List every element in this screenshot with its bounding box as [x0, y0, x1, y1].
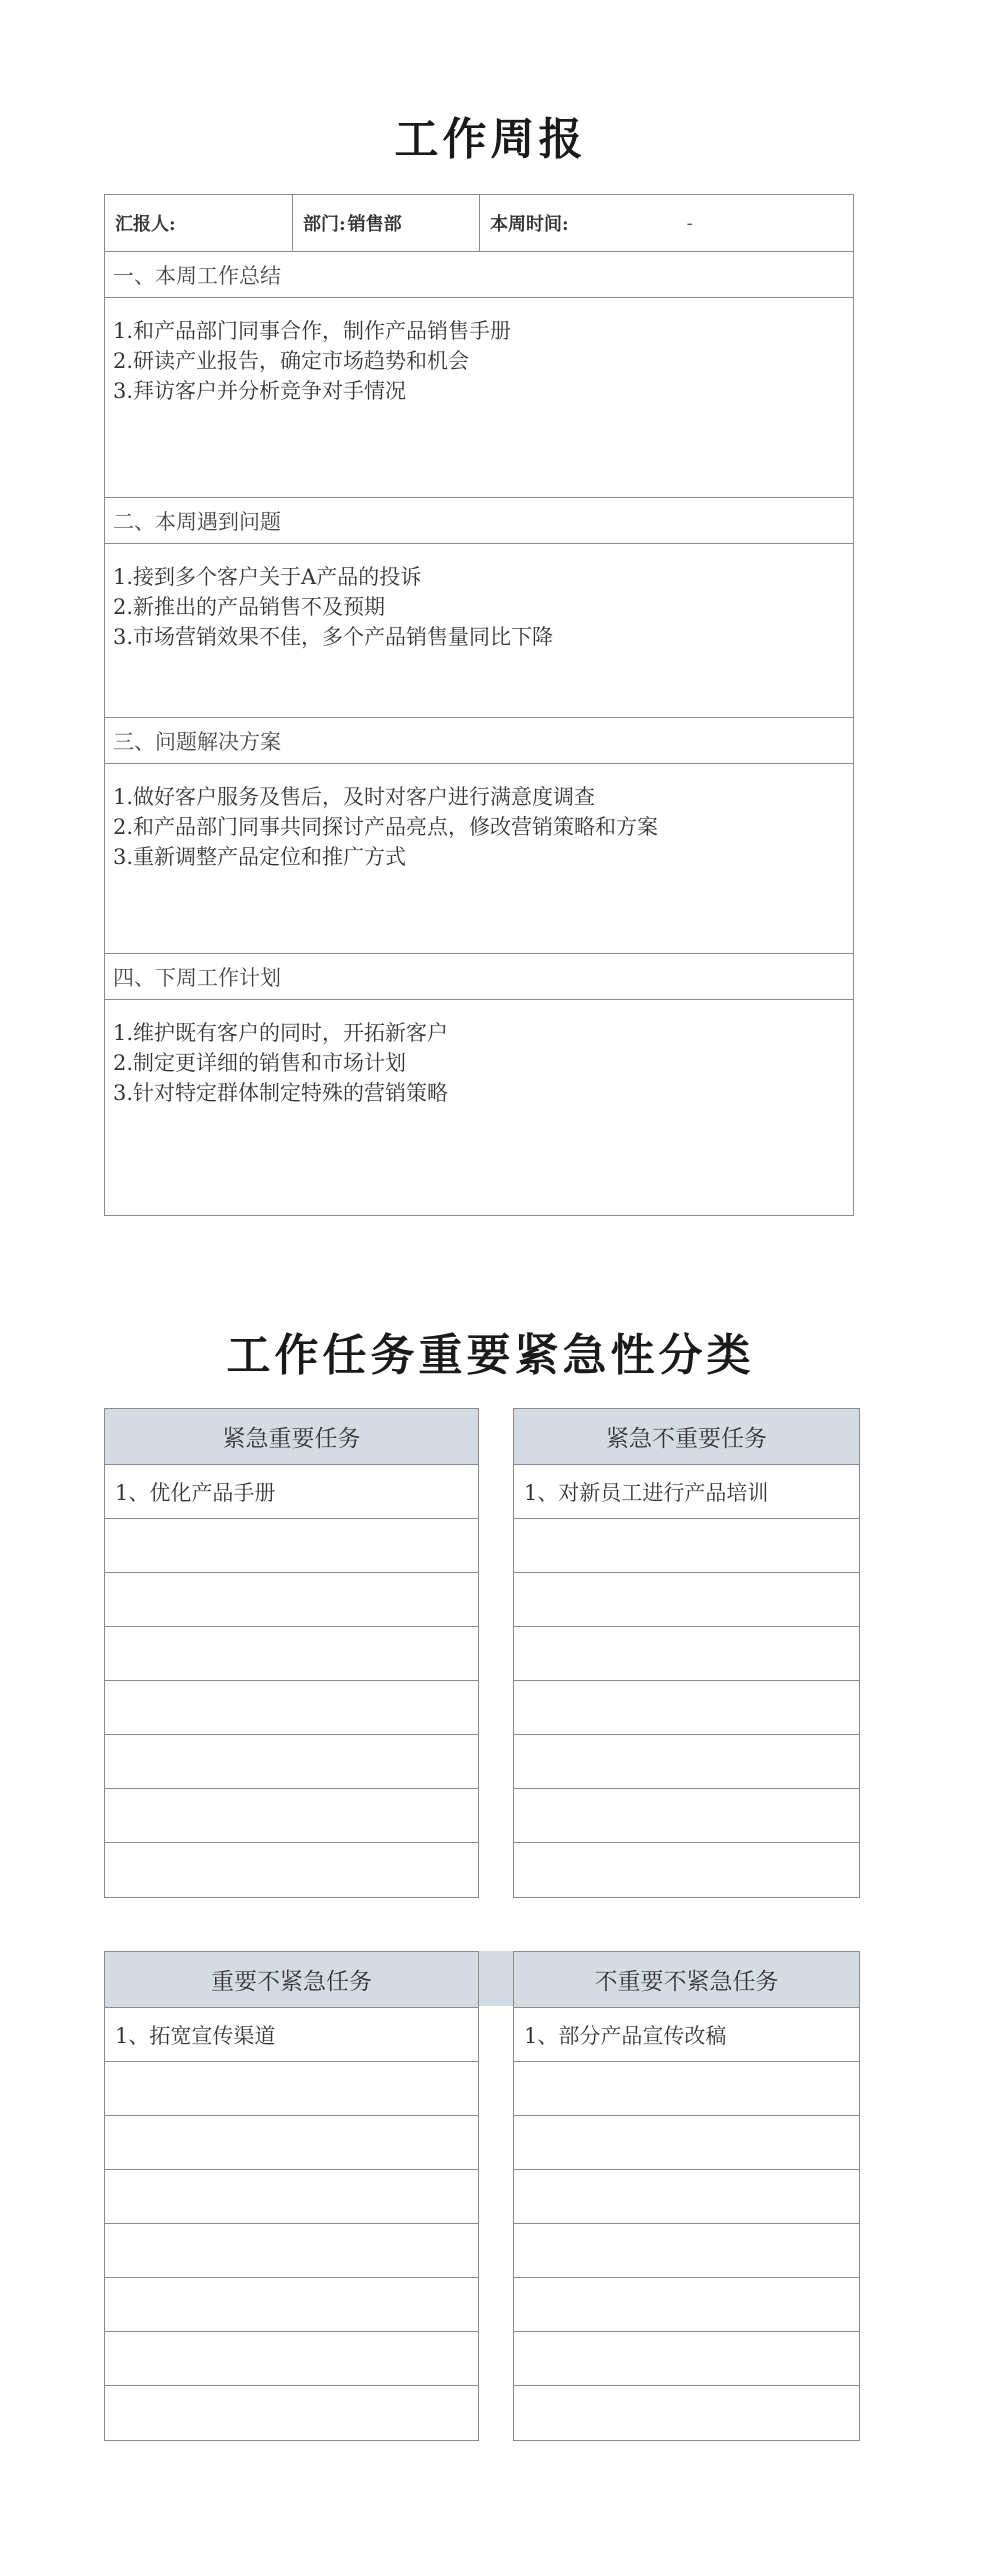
department-label: 部门: — [303, 214, 346, 235]
section-line: 1.接到多个客户关于A产品的投诉 — [113, 565, 422, 589]
week-value: - — [686, 212, 693, 234]
section-line: 1.做好客户服务及售后，及时对客户进行满意度调查 — [113, 785, 596, 809]
task-row — [514, 1627, 859, 1681]
task-row — [514, 2332, 859, 2386]
section-line: 3.市场营销效果不佳，多个产品销售量同比下降 — [113, 625, 554, 649]
section-line: 2.研读产业报告，确定市场趋势和机会 — [113, 349, 470, 373]
section-line: 2.制定更详细的销售和市场计划 — [113, 1051, 407, 1075]
task-row: 1、对新员工进行产品培训 — [514, 1465, 859, 1519]
quadrant-urgent-important — [104, 1408, 479, 1898]
department-value: 销售部 — [347, 214, 402, 235]
task-row — [105, 2386, 478, 2440]
task-row — [105, 1573, 478, 1627]
task-row — [514, 2062, 859, 2116]
header-connector-strip — [479, 1951, 513, 2006]
section-body-problems — [105, 544, 853, 718]
quadrant-heading: 不重要不紧急任务 — [514, 1952, 859, 2008]
task-row — [514, 1789, 859, 1843]
task-row — [514, 1735, 859, 1789]
section-line: 3.拜访客户并分析竞争对手情况 — [113, 379, 407, 403]
section-body-plan — [105, 1000, 853, 1215]
task-row: 1、拓宽宣传渠道 — [105, 2008, 478, 2062]
section-heading-plan: 四、下周工作计划 — [105, 954, 853, 1000]
quadrant-heading: 紧急重要任务 — [105, 1409, 478, 1465]
task-row — [105, 1843, 478, 1897]
quadrant-heading: 重要不紧急任务 — [105, 1952, 478, 2008]
quadrant-not-important-not-urgent — [513, 1951, 860, 2441]
weekly-report-table — [104, 194, 854, 1216]
section-body-summary — [105, 298, 853, 498]
quadrant-heading: 紧急不重要任务 — [514, 1409, 859, 1465]
section-heading-solutions: 三、问题解决方案 — [105, 718, 853, 764]
task-row — [105, 1519, 478, 1573]
section-heading-problems: 二、本周遇到问题 — [105, 498, 853, 544]
task-row — [105, 2062, 478, 2116]
task-row — [514, 2116, 859, 2170]
quadrant-important-not-urgent — [104, 1951, 479, 2441]
task-row — [514, 2386, 859, 2440]
section-line: 1.维护既有客户的同时，开拓新客户 — [113, 1021, 449, 1045]
report-title: 工作周报 — [394, 114, 587, 165]
task-row — [514, 2224, 859, 2278]
task-row — [105, 1789, 478, 1843]
task-row: 1、优化产品手册 — [105, 1465, 478, 1519]
task-row — [514, 2170, 859, 2224]
section-heading-summary: 一、本周工作总结 — [105, 252, 853, 298]
task-row — [105, 1681, 478, 1735]
task-row — [514, 1681, 859, 1735]
task-row — [105, 2278, 478, 2332]
reporter-label: 汇报人: — [115, 214, 176, 235]
reporter-cell — [105, 195, 292, 251]
quadrant-urgent-not-important — [513, 1408, 860, 1898]
task-row — [514, 1519, 859, 1573]
task-row — [105, 2332, 478, 2386]
section-line: 2.和产品部门同事共同探讨产品亮点，修改营销策略和方案 — [113, 815, 659, 839]
task-row — [105, 1735, 478, 1789]
report-header-row — [105, 195, 853, 252]
section-line: 1.和产品部门同事合作，制作产品销售手册 — [113, 319, 512, 343]
task-row — [514, 1843, 859, 1897]
task-row — [105, 2224, 478, 2278]
section-line: 3.针对特定群体制定特殊的营销策略 — [113, 1081, 449, 1105]
matrix-title: 工作任务重要紧急性分类 — [226, 1330, 755, 1381]
task-row — [514, 1573, 859, 1627]
department-cell — [292, 195, 479, 251]
task-row — [514, 2278, 859, 2332]
section-line: 2.新推出的产品销售不及预期 — [113, 595, 386, 619]
task-row — [105, 2116, 478, 2170]
task-row — [105, 2170, 478, 2224]
section-body-solutions — [105, 764, 853, 954]
task-row: 1、部分产品宣传改稿 — [514, 2008, 859, 2062]
week-label: 本周时间: — [490, 214, 569, 235]
section-line: 3.重新调整产品定位和推广方式 — [113, 845, 407, 869]
week-cell — [479, 195, 853, 251]
task-row — [105, 1627, 478, 1681]
